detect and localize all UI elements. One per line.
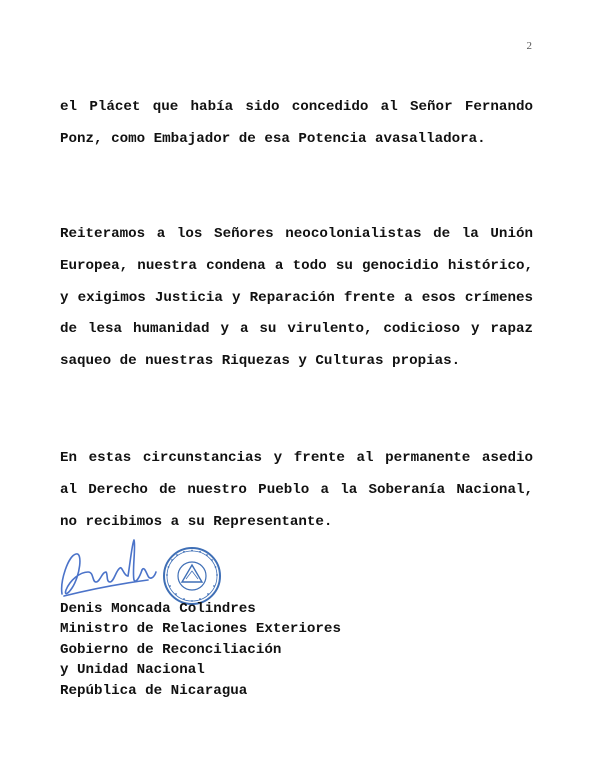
signer-country: República de Nicaragua <box>60 682 248 699</box>
signature-block <box>58 536 298 606</box>
signer-government-line-2: y Unidad Nacional <box>60 662 205 679</box>
paragraph-3: En estas circunstancias y frente al permanente asedio al Derecho de nuestro Pueblo a la Soberanía Nacional, no recibimos a su Representante. <box>60 450 533 530</box>
signer-name: Denis Moncada Colindres <box>60 601 256 617</box>
page-number: 2 <box>526 40 532 52</box>
signer-title: Ministro de Relaciones Exteriores <box>60 621 341 638</box>
paragraph-1: el Plácet que había sido concedido al Señor Fernando Ponz, como Embajador de esa Potencia avasalladora. <box>60 99 533 147</box>
signer-government-line-1: Gobierno de Reconciliación <box>60 641 282 658</box>
paragraph-2: Reiteramos a los Señores neocolonialistas de la Unión Europea, nuestra condena a todo su genocidio histórico, y exigimos Justicia y Reparación frente a esos crímenes de lesa humanidad y a su virulento, codicioso y rapaz saqueo de nuestras Riquezas y Culturas propias. <box>60 226 533 370</box>
official-seal <box>162 546 222 606</box>
signer-block <box>60 599 341 701</box>
